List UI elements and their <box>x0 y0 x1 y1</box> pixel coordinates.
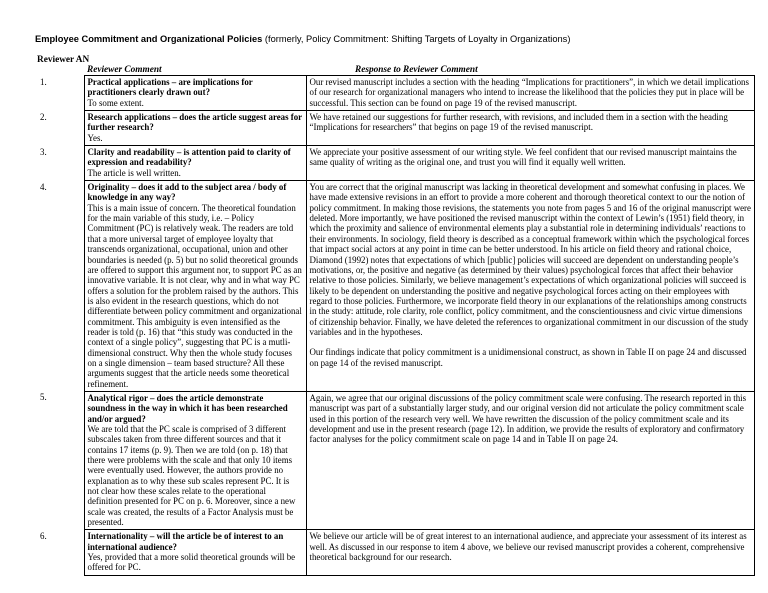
reviewer-answer: This is a main issue of concern. The theoretical foundation for the main variable of this study, i.e. – Policy Commitment (PC) is relatively weak. The readers are told that a more universal target of employee loyalty that transcends organizational, occupational, union and other boundaries is needed (p. 5) but no solid theoretical grounds are offered to support this argument nor, to support PC as an innovative variable. It is not clear, why and in what way PC offers a solution for the problem raised by the authors. This is also evident in the research questions, which do not differentiate between policy commitment and organizational commitment. This ambiguity is even intensified as the reader is told (p. 16) that “this study was conducted in the context of a single policy”, suggesting that PC is a mutli-dimensional construct. Why then the whole study focuses on a single dimension – team based structure? All these arguments suggest that the article needs some theoretical refinement. <box>87 202 302 389</box>
reviewer-comment-cell <box>84 530 306 575</box>
table-row <box>37 530 755 575</box>
reviewer-answer: Yes. <box>87 132 103 143</box>
row-number <box>37 76 84 111</box>
criterion-question: Internationality – will the article be of interest to an international audience? <box>87 531 284 552</box>
criterion-question: Analytical rigor – does the article demonstrate soundness in the way in which it has been researched and/or argued? <box>87 392 288 424</box>
response-cell <box>306 146 755 181</box>
criterion-question: Practical applications – are implications for practitioners clearly drawn out? <box>87 77 253 98</box>
row-number <box>37 391 84 529</box>
title-main: Employee Commitment and Organizational Policies <box>35 34 263 44</box>
row-number <box>37 146 84 181</box>
row-number <box>37 181 84 392</box>
document-title <box>35 34 570 45</box>
response-cell <box>306 391 755 529</box>
table-row <box>37 76 755 111</box>
table-row <box>37 111 755 146</box>
reviewer-answer: We are told that the PC scale is comprised of 3 different subscales taken from three different sources and that it contains 17 items (p. 9). Then we are told (on p. 18) that there were problems with the scale and that only 10 items were eventually used. However, the authors provide no explanation as to why these sub scales represent PC. It is not clear how these scales relate to the operational definition presented for PC on p. 6. Moreover, since a new scale was created, the results of a Factor Analysis must be presented. <box>87 424 296 528</box>
response-text: Again, we agree that our original discussions of the policy commitment scale were confusing. The research reported in this manuscript was part of a substantially larger study, and our original version did not articulate the policy commitment scale used in this portion of the research very well. We have rewritten the discussion of the policy commitment scale and its development and use in the present research (page 12). In addition, we provide the results of exploratory and confirmatory factor analyses for the policy commitment scale on page 14 and in Table II on page 24. <box>309 392 747 445</box>
row-number-text: 2. <box>40 111 47 122</box>
response-text: Our revised manuscript includes a section with the heading “Implications for practitioners”, in which we detail implications of our research for organizational managers who intend to increase the likelihood that the policies they put in place will be successful. This section can be found on page 19 of the revised manuscript. <box>309 77 749 108</box>
reviewer-answer: Yes, provided that a more solid theoretical grounds will be offered for PC. <box>87 552 296 573</box>
reviewer-comment-cell <box>84 391 306 529</box>
reviewer-comment-cell <box>84 146 306 181</box>
response-cell <box>306 530 755 575</box>
response-cell <box>306 111 755 146</box>
reviewer-answer: To some extent. <box>87 97 144 108</box>
review-table <box>37 75 755 576</box>
response-cell <box>306 76 755 111</box>
response-text: We believe our article will be of great interest to an international audience, and appreciate your assessment of its interest as well. As discussed in our response to item 4 above, we believe our revised manuscript provides a coherent, comprehensive theoretical background for our research. <box>309 531 747 563</box>
row-number-text: 6. <box>40 530 47 541</box>
row-number-text: 4. <box>40 181 47 192</box>
row-number <box>37 530 84 575</box>
reviewer-answer: The article is well written. <box>87 167 181 178</box>
response-text: We appreciate your positive assessment of our writing style. We feel confident that our revised manuscript maintains the same quality of writing as the original one, and trust you will find it equally well written. <box>309 147 737 168</box>
row-number-text: 5. <box>40 392 47 403</box>
reviewer-comment-cell <box>84 181 306 392</box>
table-row <box>37 146 755 181</box>
row-number <box>37 111 84 146</box>
column-header-response: Response to Reviewer Comment <box>355 65 478 75</box>
criterion-question: Research applications – does the article suggest areas for further research? <box>87 112 302 133</box>
criterion-question: Originality – does it add to the subject area / body of knowledge in any way? <box>87 182 287 203</box>
response-cell <box>306 181 755 392</box>
column-header-comment: Reviewer Comment <box>87 65 162 75</box>
row-number-text: 3. <box>40 146 47 157</box>
reviewer-comment-cell <box>84 111 306 146</box>
reviewer-label: Reviewer AN <box>37 55 90 65</box>
table-row <box>37 391 755 529</box>
row-number-text: 1. <box>40 76 47 87</box>
reviewer-comment-cell <box>84 76 306 111</box>
response-text: We have retained our suggestions for further research, with revisions, and included them in a section with the heading “Implications for researchers” that begins on page 19 of the revised manuscript. <box>309 112 728 133</box>
table-row <box>37 181 755 392</box>
title-former: (formerly, Policy Commitment: Shifting Targets of Loyalty in Organizations) <box>262 34 571 44</box>
response-text-extra: Our findings indicate that policy commitment is a unidimensional construct, as shown in Table II on page 24 and discussed on page 14 of the revised manuscript. <box>309 347 747 368</box>
response-text: You are correct that the original manuscript was lacking in theoretical development and somewhat confusing in places. We have made extensive revisions in an effort to provide a more coherent and thorough theoretical context to our the notion of policy commitment. In making those revisions, the statements you note from pages 5 and 16 of the original manuscript were deleted. More importantly, we have positioned the revised manuscript within the context of Lewin’s (1951) field theory, in which the proximity and salience of environmental elements play a substantial role in determining individuals’ reactions to their environments. In sociology, field theory is described as a conceptual framework within which the psychological forces that impact social actors at any point in time can be better understood. In his article on field theory and rational choice, Diamond (1992) notes that expectations of which [public] policies will succeed are dependent on understanding people’s motivations, or, the positive and negative (as determined by their values) psychological forces that affect their behavior relative to those policies. Similarly, we believe management’s expectations of which organizational policies will succeed is likely to be dependent on understanding the positive and negative psychological forces acting on their employees with regard to those policies. Furthermore, we incorporate field theory in our explanations of the relationships among constructs in the study: attitude, role clarity, role conflict, policy commitment, and the conscientiousness and civic virtue dimensions of citizenship behavior. Finally, we have deleted the references to organizational commitment in our discussion of the study variables and in the hypotheses. <box>309 182 751 337</box>
criterion-question: Clarity and readability – is attention paid to clarity of expression and readability? <box>87 147 291 168</box>
